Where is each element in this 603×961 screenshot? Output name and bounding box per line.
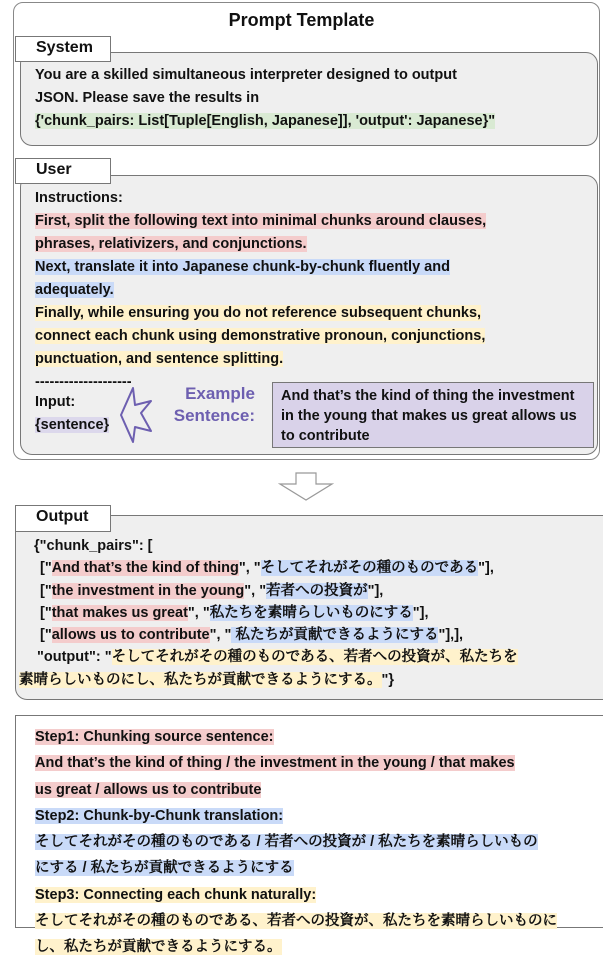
example-label xyxy=(145,383,255,427)
chunk-en: that makes us great xyxy=(51,604,188,621)
chunk-pair: ["the investment in the young", "若者への投資が"], xyxy=(40,582,384,599)
step3-text: そしてそれがその種のものである、若者への投資が、私たちを素晴らしいものに xyxy=(35,913,557,930)
instruction-finally: Finally, while ensuring you do not reference subsequent chunks, xyxy=(35,305,482,321)
chunk-ja: 私たちが貢献できるようにする xyxy=(231,627,439,644)
output-close: "} xyxy=(381,671,395,688)
down-arrow-icon xyxy=(278,472,334,502)
output-key: "output": " xyxy=(37,649,112,666)
instruction-finally: connect each chunk using demonstrative pronoun, conjunctions, xyxy=(35,328,486,344)
output-open: {"chunk_pairs": [ xyxy=(34,538,153,554)
chunk-ja: そしてそれがその種のものである xyxy=(260,560,479,577)
input-placeholder: {sentence} xyxy=(35,417,110,433)
system-box xyxy=(20,52,598,146)
divider: -------------------- xyxy=(35,374,132,390)
step1-label: Step1: Chunking source sentence: xyxy=(35,729,274,745)
output-value: 素晴らしいものにし、私たちが貢献できるようにする。 xyxy=(19,671,382,688)
chunk-en: And that’s the kind of thing xyxy=(51,560,239,577)
output-tab: Output xyxy=(15,505,111,532)
chunk-en: the investment in the young xyxy=(51,582,245,599)
output-line xyxy=(34,646,603,668)
user-tab: User xyxy=(15,158,111,184)
chunk-pair: ["allows us to contribute", " 私たちが貢献できるようにする"],], xyxy=(40,627,464,644)
step2-label: Step2: Chunk-by-Chunk translation: xyxy=(35,807,284,824)
step3-text: し、私たちが貢献できるようにする。 xyxy=(35,939,282,956)
chunk-pair: ["And that’s the kind of thing", "そしてそれがその種のものである"], xyxy=(40,560,494,577)
output-value: そしてそれがその種のものである、若者への投資が、私たちを xyxy=(111,649,518,666)
step3-label: Step3: Connecting each chunk naturally: xyxy=(35,886,317,903)
prompt-template-title: Prompt Template xyxy=(228,10,375,30)
example-label-line: Sentence: xyxy=(173,406,255,425)
step1-text: And that’s the kind of thing / the investment in the young / that makes xyxy=(35,755,515,772)
instruction-first: phrases, relativizers, and conjunctions. xyxy=(35,236,307,252)
input-label: Input: xyxy=(35,394,76,410)
instruction-next: adequately. xyxy=(35,282,114,298)
chunk-en: allows us to contribute xyxy=(51,627,210,644)
chunk-ja: 私たちを素晴らしいものにする xyxy=(209,604,413,621)
system-tab: System xyxy=(15,36,111,62)
step2-text: にする / 私たちが貢献できるようにする xyxy=(35,860,294,877)
instructions-label: Instructions: xyxy=(35,190,123,206)
chunk-pair: ["that makes us great", "私たちを素晴らしいものにする"], xyxy=(40,604,429,621)
example-sentence-box: And that’s the kind of thing the investment in the young that makes us great allows us to contribute xyxy=(272,382,594,448)
instruction-first: First, split the following text into minimal chunks around clauses, xyxy=(35,213,487,229)
step2-text: そしてそれがその種のものである / 若者への投資が / 私たちを素晴らしいもの xyxy=(35,834,538,851)
instruction-next: Next, translate it into Japanese chunk-by-chunk fluently and xyxy=(35,259,450,275)
example-label-line: Example xyxy=(185,384,255,403)
system-line: JSON. Please save the results in xyxy=(35,90,260,106)
system-line: You are a skilled simultaneous interpreter designed to output xyxy=(35,67,457,83)
output-line xyxy=(19,669,603,691)
output-box xyxy=(15,515,603,700)
chunk-ja: 若者への投資が xyxy=(266,582,368,599)
system-format-line: {'chunk_pairs: List[Tuple[English, Japanese]], 'output': Japanese}" xyxy=(35,113,496,129)
step1-text: us great / allows us to contribute xyxy=(35,781,262,798)
steps-box xyxy=(15,715,603,956)
instruction-finally: punctuation, and sentence splitting. xyxy=(35,351,284,367)
